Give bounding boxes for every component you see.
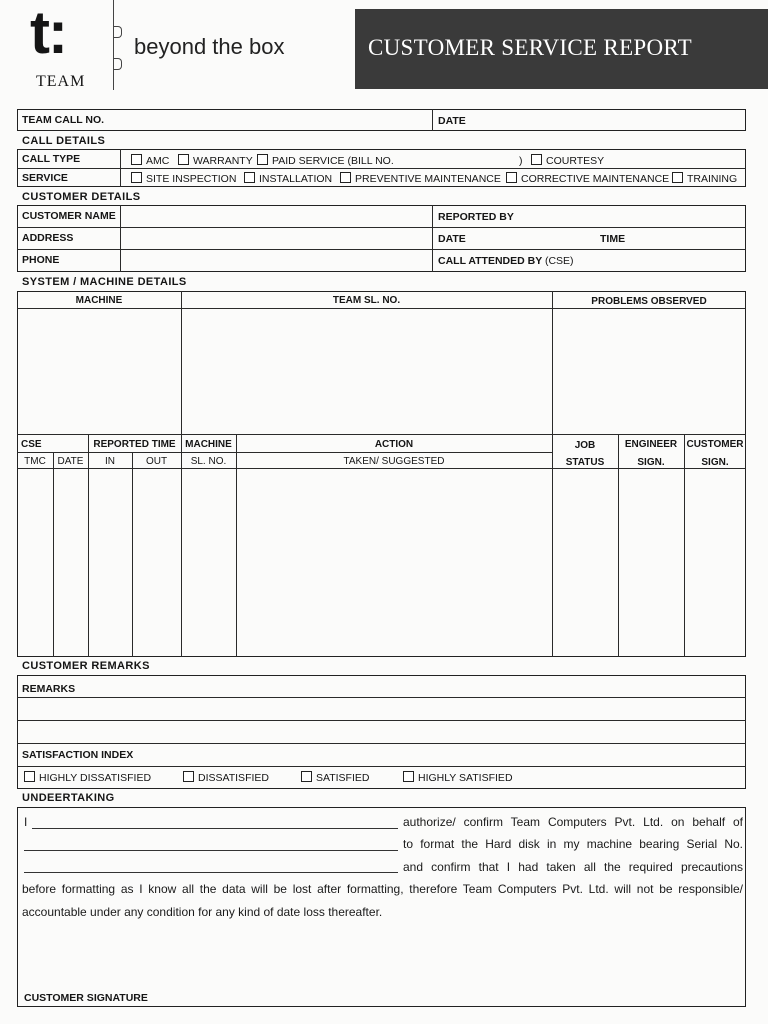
in-header: IN <box>105 456 115 467</box>
customer-remarks-heading: CUSTOMER REMARKS <box>22 660 150 672</box>
customer-header: CUSTOMER <box>686 439 744 450</box>
status-header: STATUS <box>565 457 605 468</box>
action-divider-in <box>132 452 133 657</box>
call-type-amc[interactable]: AMC <box>131 154 169 167</box>
phone-label: PHONE <box>22 254 60 266</box>
satisfaction-highly-satisfied[interactable]: HIGHLY SATISFIED <box>403 771 513 784</box>
action-divider-out <box>181 434 182 657</box>
call-type-warranty[interactable]: WARRANTY <box>178 154 253 167</box>
customer-row-line-1 <box>17 227 746 228</box>
checkbox[interactable] <box>244 172 255 183</box>
satisfaction-satisfied[interactable]: SATISFIED <box>301 771 369 784</box>
tagline-bracket-notch-top <box>113 26 122 38</box>
action-header: ACTION <box>374 439 414 450</box>
satisfaction-index-label: SATISFACTION INDEX <box>22 749 134 761</box>
checkbox[interactable] <box>183 771 194 782</box>
checkbox[interactable] <box>131 172 142 183</box>
tagline-bracket <box>113 0 124 90</box>
serial-blank-line[interactable] <box>24 872 398 873</box>
service-corrective-maintenance[interactable]: CORRECTIVE MAINTENANCE <box>506 172 669 185</box>
action-table-top-line <box>17 434 746 435</box>
service-installation[interactable]: INSTALLATION <box>244 172 332 185</box>
customer-date-label: DATE <box>438 233 466 245</box>
action-taken-header: TAKEN/ SUGGESTED <box>343 456 445 467</box>
tagline: beyond the box <box>134 34 285 59</box>
undertaking-line-4: before formatting as I know all the data will be lost after formatting, therefore Team Computers Pvt. Ltd. will not be responsible/ accountable under any condition for any kind of date loss thereafter. <box>22 882 743 919</box>
action-divider-cse <box>88 434 89 657</box>
undertaking-line-3: and confirm that I had taken all the required precautions <box>403 860 743 874</box>
address-label: ADDRESS <box>22 232 74 244</box>
action-divider-tmc <box>53 452 54 657</box>
customer-signature-label: CUSTOMER SIGNATURE <box>24 992 148 1004</box>
logo-mark: t: <box>30 0 66 66</box>
call-type-paid-service[interactable]: PAID SERVICE (BILL NO. <box>257 154 394 167</box>
checkbox[interactable] <box>301 771 312 782</box>
customer-details-heading: CUSTOMER DETAILS <box>22 191 141 203</box>
paid-service-close: ) <box>519 155 523 167</box>
checkbox[interactable] <box>506 172 517 183</box>
job-header: JOB <box>574 440 596 451</box>
checkbox[interactable] <box>24 771 35 782</box>
call-type-label: CALL TYPE <box>22 153 81 165</box>
reported-time-header: REPORTED TIME <box>93 439 176 450</box>
system-divider-2 <box>552 291 553 434</box>
engineer-header: ENGINEER <box>624 439 678 450</box>
team-call-no-label: TEAM CALL NO. <box>22 114 105 126</box>
tagline-bracket-notch-bottom <box>113 58 122 70</box>
logo <box>26 0 106 92</box>
undertaking-heading: UNDEERTAKING <box>22 792 115 804</box>
satisfaction-highly-dissatisfied[interactable]: HIGHLY DISSATISFIED <box>24 771 151 784</box>
report-title: CUSTOMER SERVICE REPORT <box>368 35 693 60</box>
out-header: OUT <box>145 456 168 467</box>
checkbox[interactable] <box>531 154 542 165</box>
top-row-divider <box>432 109 433 131</box>
service-label: SERVICE <box>22 172 68 184</box>
logo-name: TEAM <box>36 73 86 90</box>
checkbox[interactable] <box>672 172 683 183</box>
system-details-heading: SYSTEM / MACHINE DETAILS <box>22 276 187 288</box>
cse-header: CSE <box>21 439 42 450</box>
name-blank-line[interactable] <box>32 828 398 829</box>
remarks-line-2 <box>17 720 746 721</box>
action-header-bottom-line <box>17 468 746 469</box>
company-blank-line[interactable] <box>24 850 398 851</box>
undertaking-line-1: authorize/ confirm Team Computers Pvt. Ltd. on behalf of <box>403 815 743 829</box>
call-type-courtesy[interactable]: COURTESY <box>531 154 604 167</box>
call-details-heading: CALL DETAILS <box>22 135 106 147</box>
machine-header: MACHINE <box>185 439 232 450</box>
customer-mid-divider <box>432 205 433 272</box>
customer-label-divider <box>120 205 121 272</box>
satisfaction-dissatisfied[interactable]: DISSATISFIED <box>183 771 269 784</box>
checkbox[interactable] <box>403 771 414 782</box>
action-divider-machine <box>236 434 237 657</box>
customer-name-label: CUSTOMER NAME <box>22 210 116 222</box>
call-attended-by-label: CALL ATTENDED BY (CSE) <box>438 255 574 267</box>
system-header-line <box>17 308 746 309</box>
remarks-line-4 <box>17 766 746 767</box>
service-training[interactable]: TRAINING <box>672 172 737 185</box>
service-site-inspection[interactable]: SITE INSPECTION <box>131 172 236 185</box>
date-label: DATE <box>438 115 466 127</box>
action-subheader-line-left <box>17 452 552 453</box>
undertaking-i: I <box>24 815 28 829</box>
checkbox[interactable] <box>340 172 351 183</box>
remarks-line-1 <box>17 697 746 698</box>
engineer-sign-header: SIGN. <box>637 457 665 468</box>
remarks-label: REMARKS <box>22 683 76 695</box>
team-sl-no-column-header: TEAM SL. NO. <box>332 295 401 306</box>
customer-sign-header: SIGN. <box>701 457 729 468</box>
checkbox[interactable] <box>178 154 189 165</box>
tmc-header: TMC <box>24 456 46 467</box>
checkbox[interactable] <box>131 154 142 165</box>
problems-observed-column-header: PROBLEMS OBSERVED <box>591 296 707 307</box>
time-label: TIME <box>600 233 626 245</box>
checkbox[interactable] <box>257 154 268 165</box>
machine-sl-no-header: SL. NO. <box>190 456 227 467</box>
system-divider-1 <box>181 291 182 434</box>
machine-column-header: MACHINE <box>75 295 123 306</box>
reported-by-label: REPORTED BY <box>438 211 514 223</box>
undertaking-line-2: to format the Hard disk in my machine bearing Serial No. <box>403 837 743 851</box>
customer-details-box <box>17 205 746 272</box>
call-details-row-line <box>17 168 746 169</box>
top-row-box <box>17 109 746 131</box>
service-preventive-maintenance[interactable]: PREVENTIVE MAINTENANCE <box>340 172 501 185</box>
cse-date-header: DATE <box>57 456 84 467</box>
call-details-label-divider <box>120 149 121 187</box>
customer-row-line-2 <box>17 249 746 250</box>
remarks-line-3 <box>17 743 746 744</box>
system-details-box <box>17 291 746 657</box>
